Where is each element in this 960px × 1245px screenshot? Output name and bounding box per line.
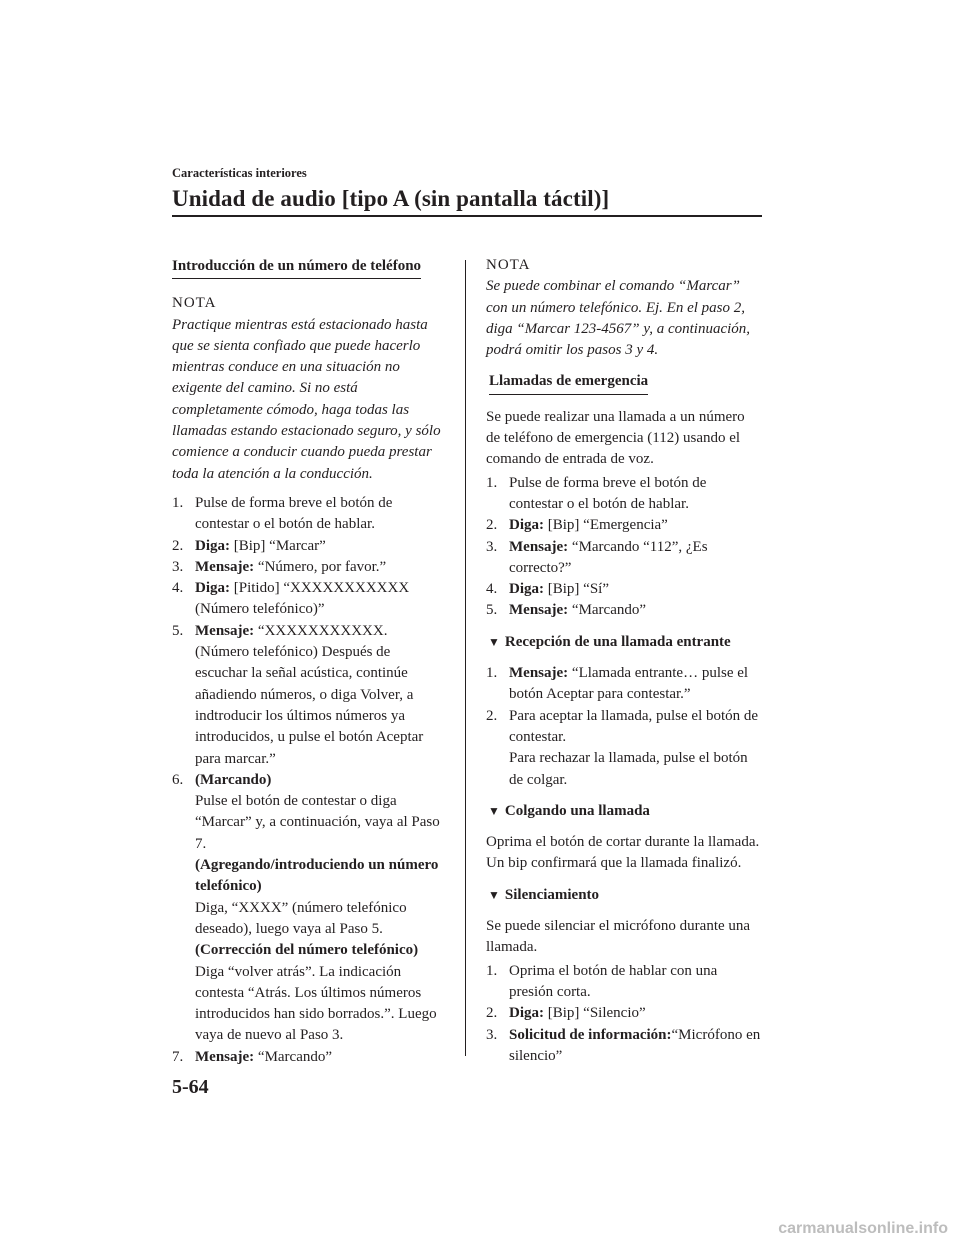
triangle-down-icon: ▼ [488,634,500,649]
step-text: “Marcando” [254,1048,333,1065]
step-number: 1. [486,665,498,682]
list-item [486,600,762,621]
list-item [486,579,762,600]
list-item [172,621,444,770]
step-text: Pulse de forma breve el botón de contestar o el botón de hablar. [195,494,393,533]
list-item [172,770,444,1047]
phone-entry-steps [172,493,444,1068]
phone-entry-heading: Introducción de un número de teléfono [172,256,421,279]
list-item [172,578,444,621]
step-text: Pulse de forma breve el botón de contestar o el botón de hablar. [509,474,707,512]
step-label: Mensaje: [509,602,569,619]
step-text: “Llamada entrante… pulse el botón Aceptar para contestar.” [509,665,749,703]
step-number: 2. [486,517,498,534]
step-text: “Número, por favor.” [254,558,387,575]
step-text: Para aceptar la llamada, pulse el botón de contestar. [509,707,759,745]
list-item [172,557,444,578]
triangle-down-icon: ▼ [488,803,500,818]
note-label: NOTA [172,295,217,312]
step-text: [Bip] “Emergencia” [544,517,668,534]
list-item [172,493,444,536]
step-number: 3. [172,558,184,575]
incoming-call-steps [486,663,762,791]
mute-steps [486,961,762,1067]
step-number: 2. [172,537,184,554]
step-text: “Marcando “112”, ¿Es correcto?” [509,538,708,576]
step-text: [Bip] “Sí” [544,581,609,598]
step-number: 4. [172,580,184,597]
step-number: 5. [486,602,498,619]
incoming-call-heading [488,632,762,653]
list-item [486,515,762,536]
step-text: [Bip] “Marcar” [230,537,326,554]
step-label: Mensaje: [195,558,255,575]
hangup-text: Oprima el botón de cortar durante la llamada. Un bip confirmará que la llamada finalizó. [486,834,760,872]
step-number: 1. [486,474,498,491]
step-label: Mensaje: [195,1048,255,1065]
step-label: Diga: [195,537,230,554]
step-text: “Micrófono en silencio” [509,1026,761,1064]
step-text: [Pitido] “XXXXXXXXXXX (Número telefónico)” [195,580,410,618]
step-number: 3. [486,1026,498,1043]
list-item [486,1003,762,1024]
step-number: 4. [486,581,498,598]
column-divider [465,260,466,1056]
note-text: Practique mientras está estacionado hasta que se sienta confiado que puede hacerlo mientras conduce en una situación no exigente del camino. Si no está completamente cómodo, haga todas las llamadas estando estacionado seguro, y sólo comience a conducir cuando pueda prestar toda la atención a la conducción. [172,316,441,482]
list-item [486,1025,762,1068]
list-item [486,663,762,706]
list-item [486,473,762,516]
step-label: Diga: [509,517,544,534]
list-item [172,1047,444,1068]
step-label: Mensaje: [509,538,569,555]
step-text: “XXXXXXXXXXX. (Número telefónico) Después de escuchar la señal acústica, continúe añadiendo números, o diga Volver, a indtroducir los últimos números ya introducidos, u pulse el botón Aceptar para marcar.” [195,622,424,767]
step-label: Diga: [509,581,544,598]
step-sub-text: Para rechazar la llamada, pulse el botón de colgar. [509,750,748,788]
hangup-heading-text: Colgando una llamada [504,802,650,819]
mute-heading [488,885,762,906]
step-label: Diga: [509,1005,544,1022]
step-number: 6. [172,771,184,788]
note-text: Se puede combinar el comando “Marcar” con un número telefónico. Ej. En el paso 2, diga “Marcar 123-4567” y, a continuación, podrá omitir los pasos 3 y 4. [486,278,751,359]
step-sub-text: Diga, “XXXX” (número telefónico deseado), luego vaya al Paso 5. [195,899,407,937]
step-text: Pulse el botón de contestar o diga “Marcar” y, a continuación, vaya al Paso 7. [195,793,440,852]
mute-heading-text: Silenciamiento [504,886,600,903]
step-sub-label: (Corrección del número telefónico) [195,942,419,959]
step-number: 2. [486,707,498,724]
step-number: 3. [486,538,498,555]
step-label: Diga: [195,580,230,597]
page-title: Unidad de audio [tipo A (sin pantalla táctil)] [172,186,610,211]
note-block [172,293,444,485]
step-text: “Marcando” [568,602,647,619]
step-label: (Marcando) [195,771,272,788]
step-sub-text: Diga “volver atrás”. La indicación contesta “Atrás. Los últimos números introducidos han sido borrados.”. Luego vaya de nuevo al Paso 3. [195,963,437,1044]
step-number: 5. [172,622,184,639]
triangle-down-icon: ▼ [488,887,500,902]
left-column [172,256,444,1068]
list-item [172,536,444,557]
page-number: 5-64 [172,1076,209,1098]
step-label: Mensaje: [509,665,569,682]
mute-intro: Se puede silenciar el micrófono durante una llamada. [486,918,751,956]
step-sub-label: (Agregando/introduciendo un número telefónico) [195,857,439,895]
section-label: Características interiores [172,166,307,180]
title-rule [172,215,762,217]
hangup-heading [488,801,762,822]
list-item [486,537,762,580]
step-label: Solicitud de información: [509,1026,672,1043]
step-number: 2. [486,1005,498,1022]
emergency-heading: Llamadas de emergencia [489,371,648,394]
list-item [486,706,762,791]
note-block [486,255,762,361]
emergency-intro: Se puede realizar una llamada a un número de teléfono de emergencia (112) usando el comando de entrada de voz. [486,408,745,468]
list-item [486,961,762,1004]
step-number: 1. [172,494,184,511]
incoming-call-heading-text: Recepción de una llamada entrante [504,633,731,650]
step-number: 7. [172,1048,184,1065]
watermark: carmanualsonline.info [778,1220,948,1237]
step-label: Mensaje: [195,622,255,639]
step-text: [Bip] “Silencio” [544,1005,646,1022]
note-label: NOTA [486,257,531,273]
step-number: 1. [486,962,498,979]
right-column [486,255,762,1067]
emergency-steps [486,473,762,622]
step-text: Oprima el botón de hablar con una presión corta. [509,962,718,1000]
